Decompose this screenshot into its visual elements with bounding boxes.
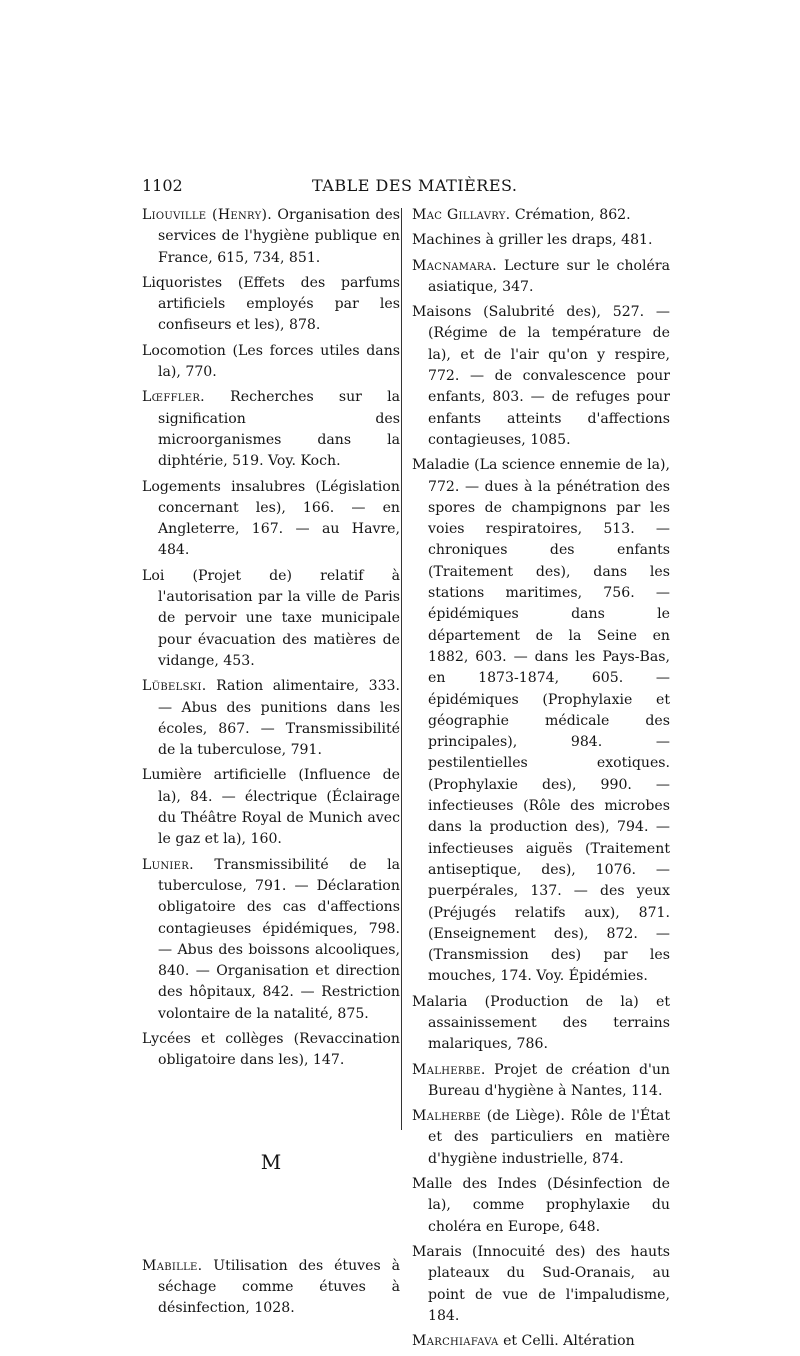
index-entry <box>412 205 670 226</box>
index-entry <box>412 992 670 1056</box>
entry-author: Malherbe <box>412 1108 481 1125</box>
entry-text: Marais (Innocuité des) des hauts plateaux du Sud-Oranais, au point de vue de l'impaludisme, 184. <box>412 1243 670 1324</box>
left-column <box>142 205 400 1324</box>
index-entry <box>412 455 670 987</box>
page-header <box>142 176 672 200</box>
entry-author: Mac Gillavry. <box>412 207 511 223</box>
right-entries <box>412 205 670 1352</box>
entry-text: Malle des Indes (Désinfection de la), comme prophylaxie du choléra en Europe, 648. <box>412 1176 670 1235</box>
entry-text: Lycées et collèges (Revaccination obligatoire dans les), 147. <box>142 1030 400 1069</box>
entry-author: Malherbe. <box>412 1061 486 1078</box>
entry-text: Recherches sur la signification des microorganismes dans la diphtérie, 519. Voy. Koch. <box>158 389 400 470</box>
left-entries-after <box>142 1256 400 1320</box>
entry-text: Lecture sur le choléra asiatique, 347. <box>428 257 670 295</box>
entry-text: Crémation, 862. <box>510 207 631 223</box>
entry-author: Lübelski. <box>142 678 207 695</box>
index-entry <box>142 676 400 761</box>
entry-author: Marchiafava <box>412 1333 499 1350</box>
entry-author: Lunier. <box>142 856 194 873</box>
index-entry <box>142 477 400 562</box>
index-entry <box>142 855 400 1025</box>
index-entry <box>142 566 400 672</box>
entry-text: Malaria (Production de la) et assainissement des terrains malariques, 786. <box>412 993 670 1053</box>
page-number: 1102 <box>142 176 183 195</box>
index-entry <box>142 273 400 337</box>
entry-text: Transmissibilité de la tuberculose, 791. — Déclaration obligatoire des cas d'affections contagieuses épidémiques, 798. — Abus des boissons alcooliques, 840. — Organisation et direction des hôpitaux, 842. — Restriction volontaire de la natalité, 875. <box>158 856 400 1022</box>
entry-text: Organisation des services de l'hygiène publique en France, 615, 734, 851. <box>158 207 400 266</box>
entry-text: Maisons (Salubrité des), 527. — (Régime de la température de la), et de l'air qu'on y respire, 772. — de convalescence pour enfants, 803. — de refuges pour enfants atteints d'affections contagieuses, 1085. <box>412 304 670 448</box>
section-letter: M <box>260 1149 282 1174</box>
index-entry <box>142 341 400 384</box>
index-entry <box>142 765 400 850</box>
column-divider <box>401 208 402 1130</box>
entry-text: Utilisation des étuves à séchage comme étuves à désinfection, 1028. <box>158 1257 400 1317</box>
index-entry <box>142 1256 400 1320</box>
entry-text: Ration alimentaire, 333. — Abus des punitions dans les écoles, 867. — Transmissibilité de la tuberculose, 791. <box>158 678 400 759</box>
index-entry <box>412 1242 670 1327</box>
index-entry <box>142 387 400 472</box>
index-entry <box>142 1029 400 1072</box>
entry-text: Lumière artificielle (Influence de la), 84. — électrique (Éclairage du Théâtre Royal de Munich avec le gaz et la), 160. <box>142 767 400 848</box>
entry-text: Locomotion (Les forces utiles dans la), 770. <box>142 342 400 381</box>
entry-author: Liouville (Henry). <box>142 207 273 223</box>
entry-text: Projet de création d'un Bureau d'hygiène à Nantes, 114. <box>428 1061 670 1099</box>
entry-author: Mabille. <box>142 1257 203 1274</box>
entry-author: Lœffler. <box>142 389 205 406</box>
entry-text: (de Liège). Rôle de l'État et des particuliers en matière d'hygiène industrielle, 874. <box>428 1108 670 1167</box>
index-entry <box>412 1174 670 1238</box>
entry-text: Maladie (La science ennemie de la), 772. — dues à la pénétration des spores de champignons par les voies respiratoires, 513. — chroniques des enfants (Traitement des), dans les stations maritimes, 756. — épidémiques dans le département de la Seine en 1882, 603. — dans les Pays-Bas, en 1873-1874, 605. — épidémiques (Prophylaxie et géographie médicale des principales), 984. — pestilentielles exotiques. (Prophylaxie des), 990. — infectieuses (Rôle des microbes dans la production des), 794. — infectieuses aiguës (Traitement antiseptique, des), 1076. — puerpérales, 137. — des yeux (Préjugés relatifs aux), 871. (Enseignement des), 872. — (Transmission des) par les mouches, 174. Voy. Épidémies. <box>412 457 670 985</box>
right-column <box>412 205 670 1356</box>
entry-text: Logements insalubres (Législation concernant les), 166. — en Angleterre, 167. — au Havre, 484. <box>142 478 400 559</box>
index-entry <box>412 302 670 451</box>
index-entry <box>412 1106 670 1170</box>
left-entries <box>142 205 400 1072</box>
entry-text: Loi (Projet de) relatif à l'autorisation par la ville de Paris de pervoir une taxe municipale pour évacuation des matières de vidange, 453. <box>142 567 400 669</box>
index-entry <box>412 1060 670 1103</box>
index-entry <box>412 1331 670 1352</box>
index-entry <box>412 256 670 299</box>
entry-author: Macnamara. <box>412 257 497 274</box>
running-title: TABLE DES MATIÈRES. <box>312 176 518 195</box>
index-entry <box>412 230 670 251</box>
index-entry <box>142 205 400 269</box>
entry-text: Machines à griller les draps, 481. <box>412 232 653 249</box>
entry-text: Liquoristes (Effets des parfums artificiels employés par les confiseurs et les), 878. <box>142 274 400 334</box>
entry-text: et Celli. Altération <box>498 1333 635 1350</box>
